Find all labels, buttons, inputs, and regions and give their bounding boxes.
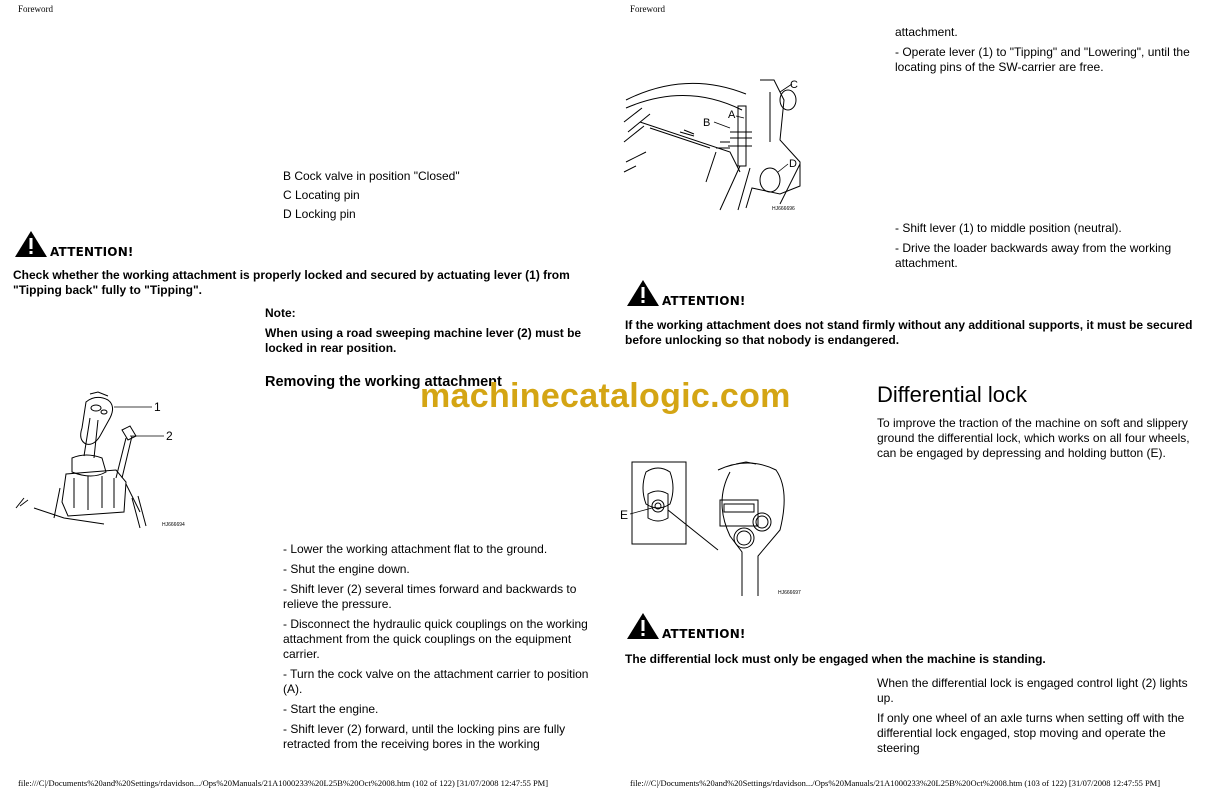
page-footer-left: file:///C|/Documents%20and%20Settings/rdavidson.../Ops%20Manuals/21A1000233%20L25B%20Oct%2008.htm (102 of 122) [31/07/2008 12:47:55 PM] xyxy=(18,778,549,788)
figure-code: HJ666694 xyxy=(162,522,185,528)
warning-lock-check: Check whether the working attachment is properly locked and secured by actuating lever (1) from "Tipping back" fully to "Tipping". xyxy=(13,268,570,297)
watermark: machinecatalogic.com xyxy=(420,377,791,415)
legend-item-b: B Cock valve in position "Closed" xyxy=(283,169,460,183)
step-item: - Drive the loader backwards away from the working attachment. xyxy=(895,241,1172,270)
attention-label: ATTENTION! xyxy=(662,627,746,641)
note-text: When using a road sweeping machine lever (2) must be locked in rear position. xyxy=(265,326,582,355)
continued-steps xyxy=(895,25,1210,80)
step-item: - Lower the working attachment flat to the ground. xyxy=(283,542,548,556)
legend-item-d: D Locking pin xyxy=(283,207,356,221)
figure-legend xyxy=(283,169,583,222)
warning-triangle-icon xyxy=(626,612,660,640)
step-item: - Shut the engine down. xyxy=(283,562,410,576)
page-footer-right: file:///C|/Documents%20and%20Settings/rdavidson.../Ops%20Manuals/21A1000233%20L25B%20Oct%2008.htm (103 of 122) [31/07/2008 12:47:55 PM] xyxy=(630,778,1161,788)
step-item: - Shift lever (2) several times forward and backwards to relieve the pressure. xyxy=(283,582,577,611)
warning-standing: The differential lock must only be engaged when the machine is standing. xyxy=(625,652,1046,666)
figure-label-b: B xyxy=(703,117,711,129)
attention-label: ATTENTION! xyxy=(662,294,746,308)
warning-triangle-icon xyxy=(626,279,660,307)
diff-lock-intro: To improve the traction of the machine on soft and slippery ground the differential lock, which works on all four wheels, can be engaged by depressing and holding button (E). xyxy=(877,416,1190,460)
figure-code: HJ666696 xyxy=(772,206,795,212)
note-title: Note: xyxy=(265,306,296,320)
figure-label-e: E xyxy=(620,508,629,522)
removal-steps xyxy=(283,542,603,757)
figure-joystick-button xyxy=(618,460,818,600)
figure-callout-1: 1 xyxy=(154,400,161,414)
page-header-right: Foreword xyxy=(630,4,665,14)
figure-label-a: A xyxy=(728,109,736,121)
steps-2 xyxy=(895,221,1210,276)
step-item: - Turn the cock valve on the attachment carrier to position (A). xyxy=(283,667,589,696)
step-item: - Shift lever (2) forward, until the locking pins are fully retracted from the receiving bores in the working xyxy=(283,722,566,751)
warning-triangle-icon xyxy=(14,230,48,258)
step-item: - Operate lever (1) to "Tipping" and "Lowering", until the locating pins of the SW-carrier are free. xyxy=(895,45,1190,74)
note-block xyxy=(265,306,600,356)
figure-carrier-pins xyxy=(620,72,820,214)
step-item: attachment. xyxy=(895,25,958,39)
diff-lock-paragraphs xyxy=(877,676,1207,761)
attention-notice-3 xyxy=(626,612,746,640)
attention-label: ATTENTION! xyxy=(50,245,134,259)
step-item: - Start the engine. xyxy=(283,702,379,716)
figure-label-d: D xyxy=(789,158,797,170)
step-item: - Shift lever (1) to middle position (neutral). xyxy=(895,221,1122,235)
figure-control-levers xyxy=(14,388,194,533)
attention-notice-2 xyxy=(626,279,746,307)
section-title-differential-lock: Differential lock xyxy=(877,382,1027,407)
page-header-left: Foreword xyxy=(18,4,53,14)
heading-removing-attachment: Removing the working attachment xyxy=(265,374,502,390)
attention-notice-1 xyxy=(14,230,134,258)
warning-support: If the working attachment does not stand firmly without any additional supports, it must be secured before unlocking so that nobody is endangered. xyxy=(625,318,1193,347)
figure-callout-2: 2 xyxy=(166,429,173,443)
diff-lock-paragraph: When the differential lock is engaged control light (2) lights up. xyxy=(877,676,1188,705)
figure-code: HJ666697 xyxy=(778,590,801,596)
step-item: - Disconnect the hydraulic quick couplings on the working attachment from the quick couplings on the equipment carrier. xyxy=(283,617,588,661)
legend-item-c: C Locating pin xyxy=(283,188,360,202)
diff-lock-paragraph: If only one wheel of an axle turns when setting off with the differential lock engaged, stop moving and operate the steering xyxy=(877,711,1185,755)
figure-label-c: C xyxy=(790,79,798,91)
